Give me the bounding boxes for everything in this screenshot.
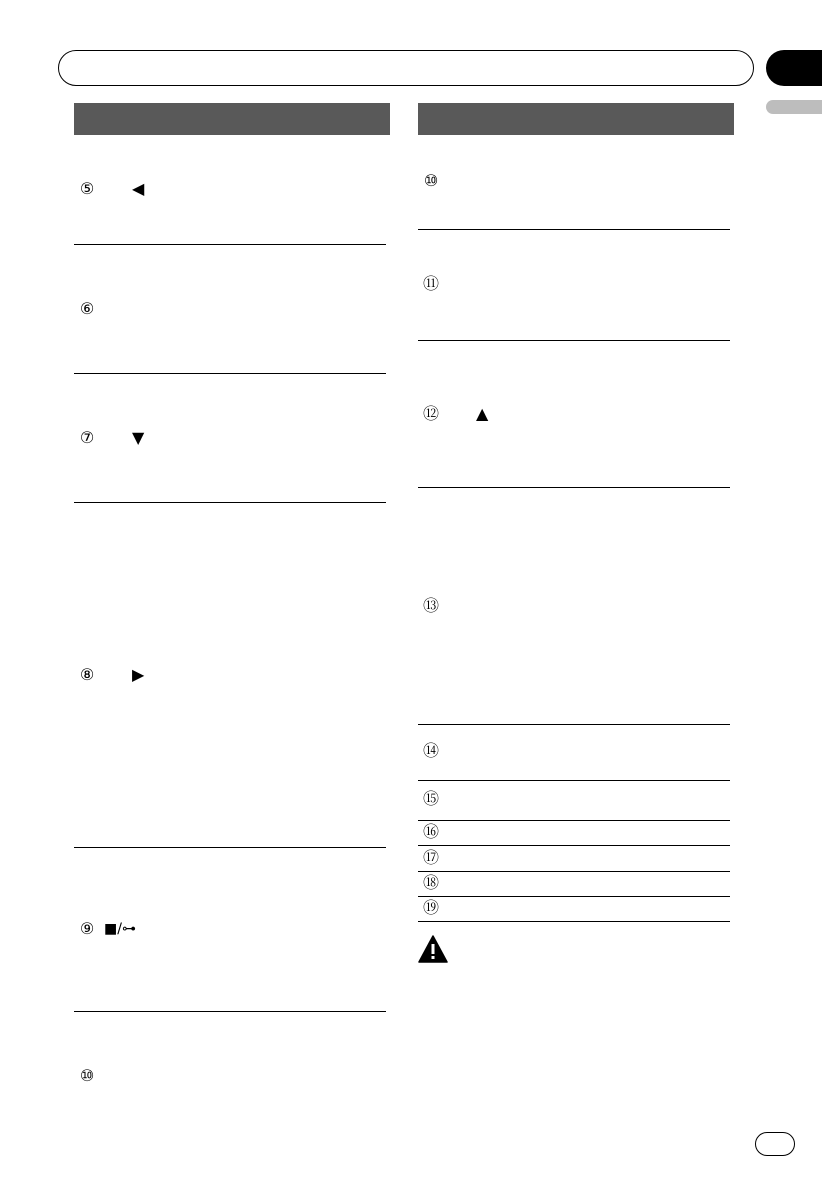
left-arrow-icon: ◀ (132, 179, 145, 198)
language-tab (766, 100, 822, 114)
list-item (418, 230, 730, 341)
chapter-title-bar (58, 50, 754, 86)
item-number: ⑥ (79, 299, 95, 318)
list-item (418, 821, 730, 846)
list-item (418, 897, 730, 922)
list-item (418, 725, 730, 781)
list-item (418, 488, 730, 725)
item-number: ⑮ (422, 789, 439, 808)
left-section-header (74, 103, 390, 135)
list-item (418, 872, 730, 897)
list-item (74, 1012, 386, 1122)
list-item (418, 341, 730, 488)
item-number: ⑨ (79, 919, 95, 938)
list-item (74, 848, 386, 1012)
warning-triangle-icon (418, 935, 448, 963)
item-number: ⑬ (422, 596, 439, 615)
item-number: ⑰ (422, 848, 439, 867)
list-item (74, 135, 386, 245)
item-number: ⑩ (423, 171, 439, 190)
item-number: ⑤ (79, 179, 95, 198)
item-number: ⑯ (422, 822, 439, 841)
list-item (418, 846, 730, 872)
item-number: ⑪ (422, 274, 439, 293)
chapter-tab (766, 50, 822, 86)
list-item (418, 135, 730, 230)
down-arrow-icon: ▼ (132, 428, 145, 447)
item-number: ⑦ (79, 428, 95, 447)
right-arrow-icon: ▶ (132, 665, 145, 684)
up-arrow-icon: ▲ (476, 404, 489, 423)
item-number: ⑧ (79, 665, 95, 684)
right-section-header (418, 103, 734, 135)
item-number: ⑲ (422, 898, 439, 917)
page-number-badge (755, 1132, 795, 1156)
item-number: ⑩ (79, 1066, 95, 1085)
stop-eject-icon: ■/⊶ (104, 921, 136, 937)
list-item (74, 245, 386, 374)
list-item (74, 374, 386, 503)
item-number: ⑭ (422, 741, 439, 760)
list-item (418, 781, 730, 821)
item-number: ⑱ (422, 873, 439, 892)
item-number: ⑫ (422, 404, 439, 423)
list-item (74, 503, 386, 848)
